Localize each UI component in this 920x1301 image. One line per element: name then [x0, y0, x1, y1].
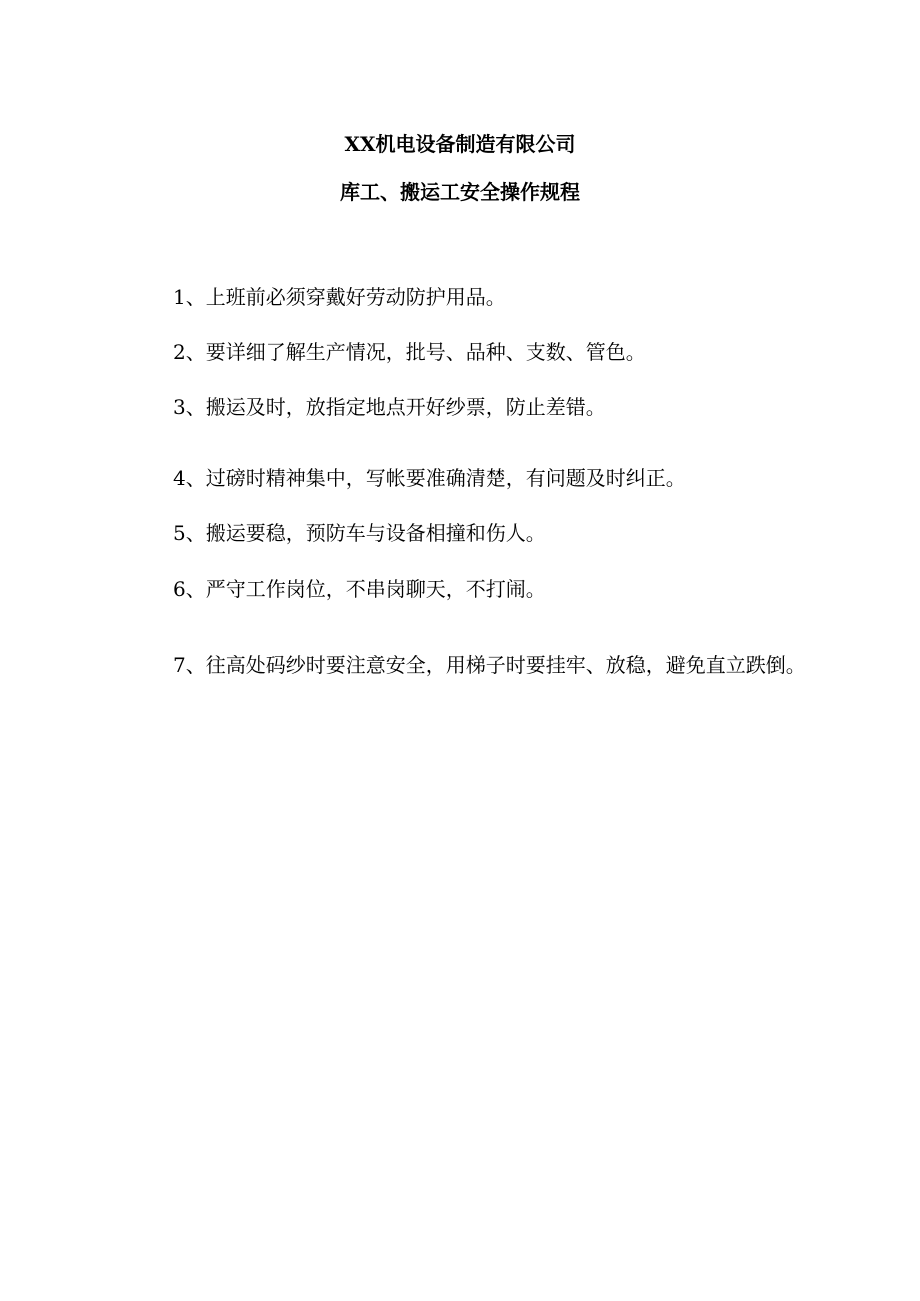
- rule-item-1: 1、上班前必须穿戴好劳动防护用品。: [173, 285, 506, 309]
- rule-item-7: 7、往高处码纱时要注意安全，用梯子时要挂牢、放稳，避免直立跌倒。: [173, 653, 806, 677]
- rule-item-5: 5、搬运要稳，预防车与设备相撞和伤人。: [173, 521, 546, 545]
- rule-item-6: 6、严守工作岗位，不串岗聊天，不打闹。: [173, 577, 546, 601]
- rule-item-4: 4、过磅时精神集中，写帐要准确清楚，有问题及时纠正。: [173, 466, 686, 490]
- rule-item-2: 2、要详细了解生产情况，批号、品种、支数、管色。: [173, 340, 646, 364]
- document-title: 库工、搬运工安全操作规程: [340, 180, 580, 204]
- company-name: XX机电设备制造有限公司: [344, 132, 576, 156]
- rule-item-3: 3、搬运及时，放指定地点开好纱票，防止差错。: [173, 395, 606, 419]
